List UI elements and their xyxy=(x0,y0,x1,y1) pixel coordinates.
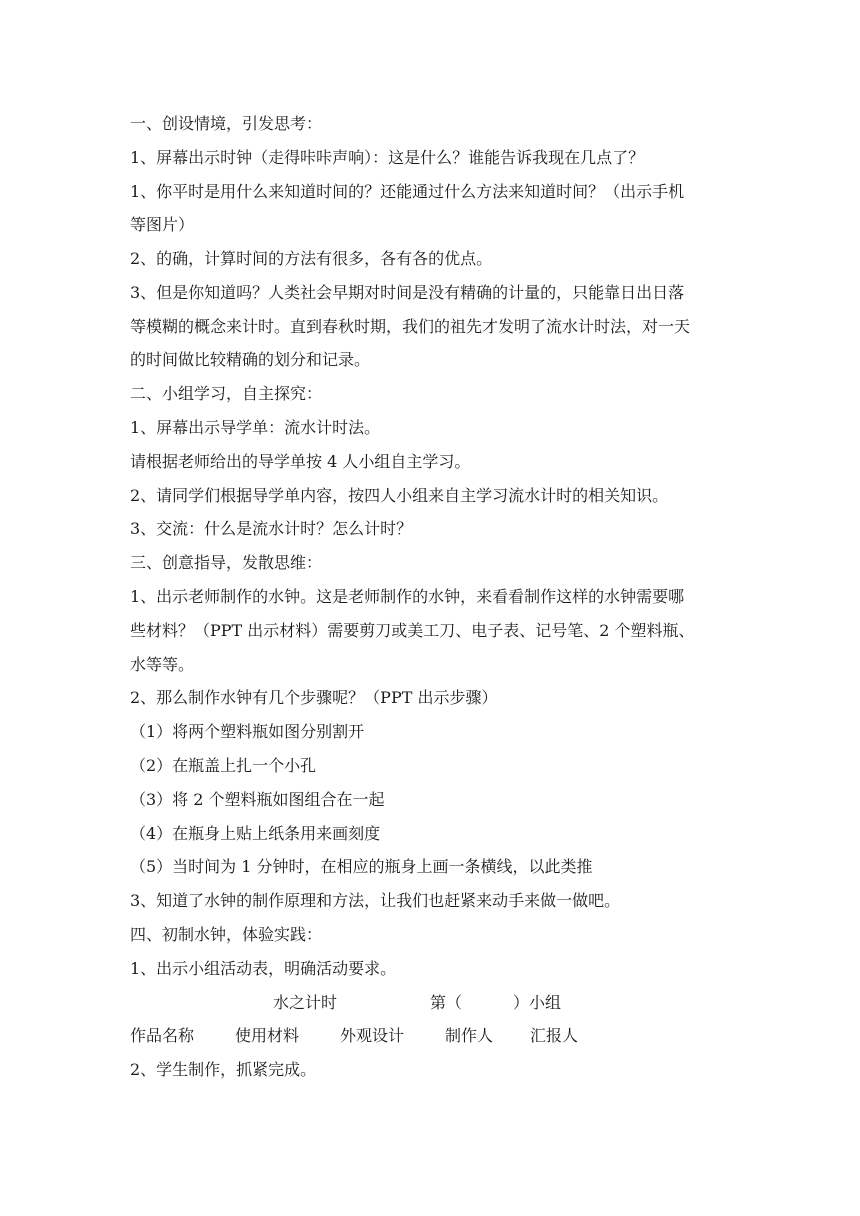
paragraph-line: 2、的确，计算时间的方法有很多，各有各的优点。 xyxy=(130,249,493,268)
group-label-prefix: 第（ xyxy=(430,993,463,1012)
table-header-reporter: 汇报人 xyxy=(530,1026,579,1045)
paragraph-line: 2、请同学们根据导学单内容，按四人小组来自主学习流水计时的相关知识。 xyxy=(130,486,669,505)
step-item: （1）将两个塑料瓶如图分别割开 xyxy=(130,722,365,741)
table-title: 水之计时 xyxy=(273,993,338,1012)
table-header-name: 作品名称 xyxy=(130,1026,195,1045)
table-header-maker: 制作人 xyxy=(445,1026,494,1045)
paragraph-line: 1、屏幕出示导学单：流水计时法。 xyxy=(130,418,381,437)
step-item: （5）当时间为 1 分钟时，在相应的瓶身上画一条横线，以此类推 xyxy=(130,857,593,876)
section-heading-1: 一、创设情境，引发思考： xyxy=(130,114,323,133)
paragraph-line: 请根据老师给出的导学单按 4 人小组自主学习。 xyxy=(130,452,471,471)
section-heading-4: 四、初制水钟，体验实践： xyxy=(130,925,323,944)
paragraph-line: 等图片） xyxy=(130,215,195,234)
paragraph-line: 2、学生制作，抓紧完成。 xyxy=(130,1060,317,1079)
paragraph-line: 2、那么制作水钟有几个步骤呢？（PPT 出示步骤） xyxy=(130,688,498,707)
table-header-design: 外观设计 xyxy=(340,1026,405,1045)
paragraph-line: 的时间做比较精确的划分和记录。 xyxy=(130,350,371,369)
table-header-materials: 使用材料 xyxy=(235,1026,300,1045)
step-item: （4）在瓶身上贴上纸条用来画刻度 xyxy=(130,824,381,843)
paragraph-line: 1、出示小组活动表，明确活动要求。 xyxy=(130,959,397,978)
paragraph-line: 3、交流：什么是流水计时？怎么计时？ xyxy=(130,519,413,538)
paragraph-line: 水等等。 xyxy=(130,655,195,674)
step-item: （2）在瓶盖上扎一个小孔 xyxy=(130,756,317,775)
section-heading-3: 三、创意指导，发散思维： xyxy=(130,553,323,572)
section-heading-2: 二、小组学习，自主探究： xyxy=(130,384,323,403)
step-item: （3）将 2 个塑料瓶如图组合在一起 xyxy=(130,790,385,809)
paragraph-line: 等模糊的概念来计时。直到春秋时期，我们的祖先才发明了流水计时法，对一天 xyxy=(130,317,691,336)
paragraph-line: 1、屏幕出示时钟（走得咔咔声响）：这是什么？谁能告诉我现在几点了？ xyxy=(130,148,645,167)
paragraph-line: 1、你平时是用什么来知道时间的？还能通过什么方法来知道时间？（出示手机 xyxy=(130,182,685,201)
group-label-suffix: ）小组 xyxy=(513,993,562,1012)
paragraph-line: 些材料？（PPT 出示材料）需要剪刀或美工刀、电子表、记号笔、2 个塑料瓶、 xyxy=(130,621,695,640)
paragraph-line: 3、但是你知道吗？人类社会早期对时间是没有精确的计量的，只能靠日出日落 xyxy=(130,283,685,302)
paragraph-line: 1、出示老师制作的水钟。这是老师制作的水钟，来看看制作这样的水钟需要哪 xyxy=(130,587,685,606)
paragraph-line: 3、知道了水钟的制作原理和方法，让我们也赶紧来动手来做一做吧。 xyxy=(130,891,621,910)
